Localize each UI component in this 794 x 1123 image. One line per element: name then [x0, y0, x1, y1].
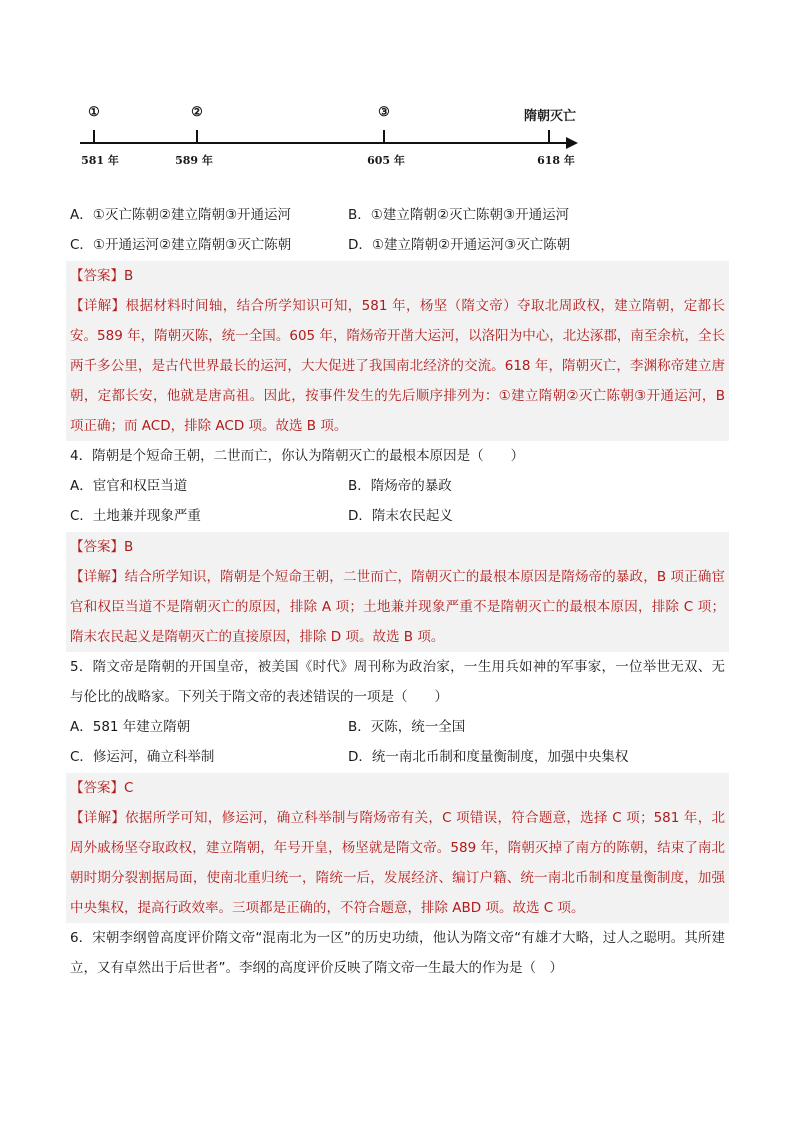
detail-text: 结合所学知识，隋朝是个短命王朝，二世而亡，隋朝灭亡的最根本原因是隋炀帝的暴政，B 项正确宦官和权臣当道不是隋朝灭亡的原因，排除 A 项；土地兼并现象严重不是隋朝灭亡的最根本原因，排除 C 项；隋末农民起义是隋朝灭亡的直接原因，排除 D 项。故选 B 项。: [70, 569, 725, 645]
q5-answer: [70, 773, 725, 803]
timeline-axis: [80, 142, 570, 144]
timeline-tick: [93, 130, 95, 143]
timeline-tick: [548, 130, 550, 143]
timeline-year: 581 年: [81, 154, 119, 167]
timeline-tick: [383, 130, 385, 143]
q3-option-b[interactable]: B．①建立隋朝②灭亡陈朝③开通运河: [348, 207, 570, 223]
q3-option-d[interactable]: D．①建立隋朝②开通运河③灭亡陈朝: [348, 237, 571, 253]
q3-answer: [70, 261, 725, 291]
q3-option-a[interactable]: A．①灭亡陈朝②建立隋朝③开通运河: [70, 207, 292, 223]
q5-options-row: [70, 712, 725, 742]
q4-option-b[interactable]: B．隋炀帝的暴政: [348, 478, 452, 494]
q4-answer: [70, 532, 725, 562]
q5-option-a[interactable]: A．581 年建立隋朝: [70, 719, 191, 735]
q3-answer-block: [66, 261, 729, 441]
detail-tag: 【详解】: [70, 810, 126, 826]
q3-option-c[interactable]: C．①开通运河②建立隋朝③灭亡陈朝: [70, 237, 292, 253]
q5-detail: [70, 803, 725, 923]
detail-text: 依据所学可知，修运河，确立科举制与隋炀帝有关，C 项错误，符合题意，选择 C 项；581 年，北周外戚杨坚夺取政权，建立隋朝，年号开皇，杨坚就是隋文帝。589 年，隋朝灭掉了南方的陈朝，结束了南北朝时期分裂割据局面，使南北重归统一，隋统一后，发展经济、编订户籍、统一南北币制和度量衡制度，加强中央集权，提高行政效率。三项都是正确的，不符合题意，排除 ABD 项。故选 C 项。: [70, 810, 725, 916]
timeline-year: 589 年: [175, 154, 213, 167]
timeline-year: 605 年: [367, 154, 405, 167]
answer-tag: 【答案】: [70, 268, 124, 284]
q4-answer-block: [66, 532, 729, 652]
q5-option-c[interactable]: C．修运河，确立科举制: [70, 749, 215, 765]
q4-option-d[interactable]: D．隋末农民起义: [348, 508, 453, 524]
q5-answer-block: [66, 773, 729, 923]
detail-tag: 【详解】: [70, 569, 125, 585]
answer-tag: 【答案】: [70, 539, 124, 555]
q5-stem: 5．隋文帝是隋朝的开国皇帝，被美国《时代》周刊称为政治家，一生用兵如神的军事家，一位举世无双、无与伦比的战略家。下列关于隋文帝的表述错误的一项是（ ）: [70, 659, 725, 705]
q3-detail: [70, 291, 725, 441]
q3-options-row: [70, 230, 725, 260]
q4-options-row: [70, 471, 725, 501]
answer-value: C: [124, 780, 134, 796]
detail-text: 根据材料时间轴，结合所学知识可知，581 年，杨坚（隋文帝）夺取北周政权，建立隋朝，定都长安。589 年，隋朝灭陈，统一全国。605 年，隋炀帝开凿大运河，以洛阳为中心，北达涿郡，南至余杭，全长两千多公里，是古代世界最长的运河，大大促进了我国南北经济的交流。618 年，隋朝灭亡，李渊称帝建立唐朝，定都长安，他就是唐高祖。因此，按事件发生的先后顺序排列为：①建立隋朝②灭亡陈朝③开通运河，B 项正确；而 ACD，排除 ACD 项。故选 B 项。: [70, 298, 726, 434]
timeline-marker-1: ①: [88, 105, 100, 120]
q4-stem: 4．隋朝是个短命王朝，二世而亡，你认为隋朝灭亡的最根本原因是（ ）: [70, 448, 525, 464]
q6-stem: 6．宋朝李纲曾高度评价隋文帝“混南北为一区”的历史功绩，他认为隋文帝“有雄才大略，过人之聪明。其所建立，又有卓然出于后世者”。李纲的高度评价反映了隋文帝一生最大的作为是（ ）: [70, 930, 725, 976]
q4-option-a[interactable]: A．宦官和权臣当道: [70, 478, 188, 494]
timeline-arrow-icon: [566, 137, 578, 149]
q5-options-row: [70, 742, 725, 772]
q4-detail: [70, 562, 725, 652]
answer-value: B: [124, 539, 134, 555]
q4-option-c[interactable]: C．土地兼并现象严重: [70, 508, 201, 524]
timeline-marker-end: 隋朝灭亡: [523, 109, 577, 124]
timeline-figure: [60, 100, 600, 180]
answer-tag: 【答案】: [70, 780, 124, 796]
timeline-year: 618 年: [537, 154, 575, 167]
question-content: [70, 200, 725, 983]
q5-option-d[interactable]: D．统一南北币制和度量衡制度，加强中央集权: [348, 749, 629, 765]
q3-options-row: [70, 200, 725, 230]
timeline-marker-2: ②: [191, 105, 203, 120]
answer-value: B: [124, 268, 134, 284]
timeline-marker-3: ③: [378, 105, 390, 120]
q4-options-row: [70, 501, 725, 531]
q5-option-b[interactable]: B．灭陈，统一全国: [348, 719, 466, 735]
timeline-tick: [196, 130, 198, 143]
detail-tag: 【详解】: [70, 298, 126, 314]
